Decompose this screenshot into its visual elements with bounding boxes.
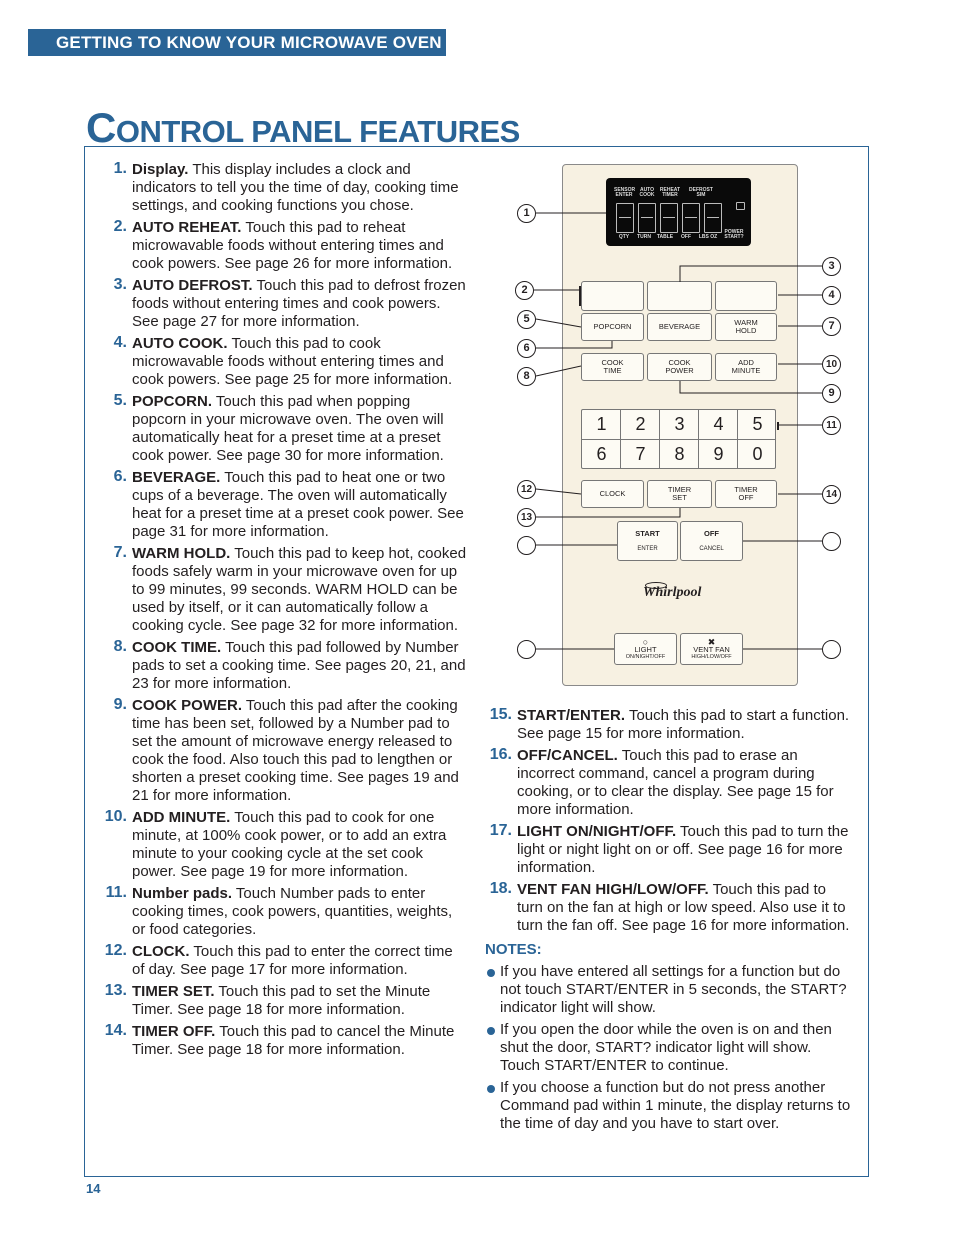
cook-power-pad[interactable]: COOK POWER [647,353,712,381]
page-title-rest: ONTROL PANEL FEATURES [115,114,520,149]
feature-label: CLOCK. [132,943,190,960]
feature-label: AUTO REHEAT. [132,219,242,236]
feature-number: 13. [104,982,127,999]
feature-description: Touch Number pads to enter cooking times, cook powers, quantities, weights, or food categories. [132,885,453,938]
note-item: If you have entered all settings for a function but do not touch START/ENTER in 5 seconds, the START? indicator light will show. [483,963,853,1017]
number-pad-9[interactable]: 9 [713,444,724,464]
callout-6: 6 [517,339,536,358]
feature-number: 15. [489,706,512,723]
callout-4: 4 [822,286,841,305]
beverage-pad[interactable]: BEVERAGE [647,313,712,341]
feature-label: POPCORN. [132,393,213,410]
timer-off-pad[interactable]: TIMER OFF [715,480,777,508]
light-pad[interactable]: ○ LIGHT ON/NIGHT/OFF [614,633,677,665]
feature-label: TIMER SET. [132,983,215,1000]
feature-number: 3. [113,276,127,293]
feature-label: VENT FAN HIGH/LOW/OFF. [517,881,709,898]
note-item: If you choose a function but do not press another Command pad within 1 minute, the display returns to the time of day and you have to start over. [483,1079,853,1133]
feature-label: Display. [132,161,189,178]
number-pad-6[interactable]: 6 [596,444,607,464]
feature-description: Touch this pad to erase an incorrect command, cancel a program during cooking, or to clear the display. See page 15 for more information. [517,747,834,818]
number-pad-3[interactable]: 3 [674,414,685,434]
feature-description: Touch this pad after the cooking time has been set, followed by a Number pad to set the amount of microwave energy released to cook the food. Also touch this pad to lengthen or shorten a preset cooking time. See pages 19 and 21 for more information. [132,697,459,804]
callout-2: 2 [515,281,534,300]
feature-description: Touch this pad to keep hot, cooked foods safely warm in your microwave oven for up to 99 minutes, 99 seconds. WARM HOLD can be used by itself, or it can automatically follow a cooking cycle. See page 32 for more information. [132,545,467,634]
note-item: If you open the door while the oven is on and then shut the door, START? indicator light will show. Touch START/ENTER to continue. [483,1021,853,1075]
feature-label: TIMER OFF. [132,1023,216,1040]
feature-label: OFF/CANCEL. [517,747,618,764]
display-indicator: POWER START? [724,229,744,240]
callout-16 [822,532,841,551]
callout-17 [517,640,536,659]
display-indicator: LBS OZ [698,234,718,240]
feature-label: COOK POWER. [132,697,243,714]
feature-number: 18. [489,880,512,897]
start-enter-pad[interactable]: START ENTER [617,521,678,561]
feature-label: LIGHT ON/NIGHT/OFF. [517,823,677,840]
warm-hold-pad[interactable]: WARM HOLD [715,313,777,341]
feature-label: BEVERAGE. [132,469,221,486]
feature-description: Touch this pad to reheat microwavable foods without entering times and cook powers. See page 26 for more information. [132,219,453,272]
display-indicator: AUTO COOK [639,187,655,198]
feature-description: Touch this pad to turn on the fan at high or low speed. Also use it to turn the fan off. See page 16 for more information. [517,881,850,934]
display-indicator: QTY [618,234,630,240]
feature-label: ADD MINUTE. [132,809,231,826]
display-indicator: DEFROST SIM [689,187,713,198]
feature-label: COOK TIME. [132,639,222,656]
section-header-tab: GETTING TO KNOW YOUR MICROWAVE OVEN [28,29,446,56]
lightbulb-icon: ○ [642,637,649,647]
popcorn-pad[interactable]: POPCORN [581,313,644,341]
page-title-initial: C [86,104,116,151]
feature-number: 4. [113,334,127,351]
page-number: 14 [86,1181,101,1196]
feature-description: Touch this pad to defrost frozen foods without entering times and cook powers. See page 27 for more information. [132,277,466,330]
display-indicator: OFF [681,234,691,240]
feature-number: 7. [113,544,127,561]
callout-11: 11 [822,416,841,435]
feature-number: 16. [489,746,512,763]
number-pad-0[interactable]: 0 [752,444,763,464]
callout-10: 10 [822,355,841,374]
brand-logo: Whirlpool [643,585,702,600]
feature-description: Touch this pad to turn the light or night light on or off. See page 16 for more information. [517,823,849,876]
feature-label: Number pads. [132,885,233,902]
feature-number: 5. [113,392,127,409]
clock-pad[interactable]: CLOCK [581,480,644,508]
callout-12: 12 [517,480,536,499]
feature-number: 9. [113,696,127,713]
callout-3: 3 [822,257,841,276]
feature-description: Touch this pad to enter the correct time of day. See page 17 for more information. [132,943,453,978]
feature-label: AUTO DEFROST. [132,277,253,294]
display-indicator: TABLE [656,234,674,240]
feature-number: 17. [489,822,512,839]
feature-number: 14. [104,1022,127,1039]
callout-15 [517,536,536,555]
number-pad-2[interactable]: 2 [635,414,646,434]
number-pad-1[interactable]: 1 [596,414,607,434]
notes-heading: NOTES: [485,941,542,958]
display-indicator: TURN [637,234,651,240]
feature-description: Touch this pad to cook for one minute, at 100% cook power, or to add an extra minute to your cooking cycle at the set cook power. See page 19 for more information. [132,809,447,880]
number-pad-7[interactable]: 7 [635,444,646,464]
callout-7: 7 [822,317,841,336]
add-minute-pad[interactable]: ADD MINUTE [715,353,777,381]
cook-time-pad[interactable]: COOK TIME [581,353,644,381]
callout-13: 13 [517,508,536,527]
feature-description: Touch this pad to heat one or two cups of a beverage. The oven will automatically heat for a preset time at a preset cook power. See page 31 for more information. [132,469,464,540]
timer-set-pad[interactable]: TIMER SET [647,480,712,508]
display-indicator: REHEAT TIMER [659,187,681,198]
callout-9: 9 [822,384,841,403]
feature-number: 8. [113,638,127,655]
feature-description: Touch this pad to cook microwavable foods without entering times and cook powers. See page 25 for more information. [132,335,453,388]
display-indicator: SENSOR ENTER [614,187,636,198]
number-pad-5[interactable]: 5 [752,414,763,434]
feature-number: 1. [113,160,127,177]
fan-icon: ✖ [707,637,716,647]
feature-description: Touch this pad followed by Number pads to set a cooking time. See pages 20, 21, and 23 for more information. [132,639,466,692]
feature-number: 11. [105,884,127,901]
vent-fan-pad[interactable]: ✖ VENT FAN HIGH/LOW/OFF [680,633,743,665]
number-pad-8[interactable]: 8 [674,444,685,464]
feature-number: 12. [104,942,127,959]
callout-5: 5 [517,310,536,329]
callout-8: 8 [517,367,536,386]
callout-18 [822,640,841,659]
number-pad-4[interactable]: 4 [713,414,724,434]
feature-description: Touch this pad when popping popcorn in your microwave oven. The oven will automatically heat for a preset time at a preset cook power. See page 30 for more information. [132,393,444,464]
feature-label: START/ENTER. [517,707,626,724]
feature-label: AUTO COOK. [132,335,228,352]
feature-number: 10. [104,808,127,825]
callout-1: 1 [517,204,536,223]
feature-number: 6. [113,468,127,485]
callout-14: 14 [822,485,841,504]
feature-description: Touch this pad to set the Minute Timer. See page 18 for more information. [132,983,431,1018]
feature-description: Touch this pad to cancel the Minute Timer. See page 18 for more information. [132,1023,455,1058]
feature-number: 2. [113,218,127,235]
feature-label: WARM HOLD. [132,545,231,562]
feature-description: Touch this pad to start a function. See page 15 for more information. [517,707,850,742]
feature-description: This display includes a clock and indicators to tell you the time of day, cooking time settings, and cooking functions you chose. [132,161,459,214]
off-cancel-pad[interactable]: OFF CANCEL [680,521,743,561]
